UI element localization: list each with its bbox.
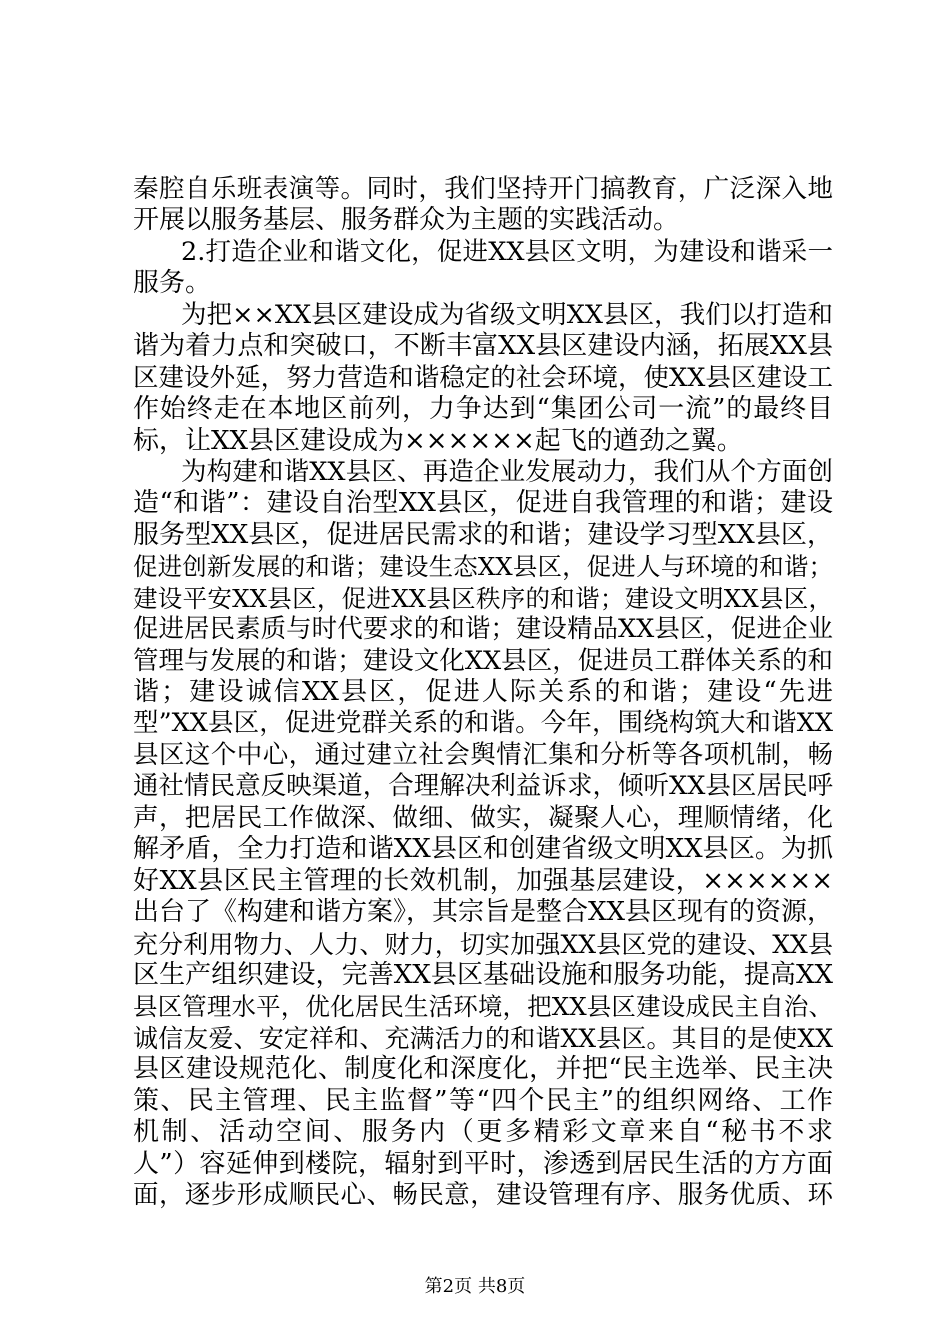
text-line: 面，逐步形成顺民心、畅民意，建设管理有序、服务优质、环 xyxy=(133,1180,833,1210)
text-line: 县区管理水平，优化居民生活环境，把XX县区建设成民主自治、 xyxy=(133,992,833,1021)
page-footer: 第2页 共8页 xyxy=(424,1276,526,1297)
text-line: 为把××XX县区建设成为省级文明XX县区，我们以打造和 xyxy=(181,300,833,330)
text-line: 服务型XX县区，促进居民需求的和谐；建设学习型XX县区， xyxy=(133,520,833,550)
text-line: 标，让XX县区建设成为××××××起飞的遒劲之翼。 xyxy=(133,426,743,456)
text-line: 促进居民素质与时代要求的和谐；建设精品XX县区，促进企业 xyxy=(133,614,833,644)
text-line: 县区建设规范化、制度化和深度化，并把“民主选举、民主决 xyxy=(133,1054,833,1084)
text-line: 建设平安XX县区，促进XX县区秩序的和谐；建设文明XX县区， xyxy=(133,584,833,613)
text-line: 谐为着力点和突破口，不断丰富XX县区建设内涵，拓展XX县 xyxy=(133,331,833,361)
text-line: 县区这个中心，通过建立社会舆情汇集和分析等各项机制，畅 xyxy=(133,740,833,770)
text-line: 好XX县区民主管理的长效机制，加强基层建设，×××××× xyxy=(133,866,833,896)
text-line: 通社情民意反映渠道，合理解决利益诉求，倾听XX县区居民呼 xyxy=(133,771,833,801)
text-line: 秦腔自乐班表演等。同时，我们坚持开门搞教育，广泛深入地 xyxy=(133,174,833,204)
text-line: 造“和谐”：建设自治型XX县区，促进自我管理的和谐；建设 xyxy=(133,488,833,518)
text-line: 促进创新发展的和谐；建设生态XX县区，促进人与环境的和谐； xyxy=(133,552,833,581)
text-line: 充分利用物力、人力、财力，切实加强XX县区党的建设、XX县 xyxy=(133,930,833,959)
text-line: 声，把居民工作做深、做细、做实，凝聚人心，理顺情绪，化 xyxy=(133,803,833,833)
text-line: 策、民主管理、民主监督”等“四个民主”的组织网络、工作 xyxy=(133,1086,833,1116)
text-line: 区生产组织建设，完善XX县区基础设施和服务功能，提高XX xyxy=(133,960,833,990)
text-line: 解矛盾，全力打造和谐XX县区和创建省级文明XX县区。为抓 xyxy=(133,834,833,864)
text-line: 区建设外延，努力营造和谐稳定的社会环境，使XX县区建设工 xyxy=(133,363,833,393)
text-line: 作始终走在本地区前列，力争达到“集团公司一流”的最终目 xyxy=(133,394,833,424)
text-line: 为构建和谐XX县区、再造企业发展动力，我们从个方面创 xyxy=(181,457,833,487)
section-heading-line: 2.打造企业和谐文化，促进XX县区文明，为建设和谐采一 xyxy=(181,237,833,267)
text-line: 人”）容延伸到楼院，辐射到平时，渗透到居民生活的方方面 xyxy=(133,1149,833,1179)
text-line: 出台了《构建和谐方案》，其宗旨是整合XX县区现有的资源， xyxy=(133,897,834,927)
text-line: 管理与发展的和谐；建设文化XX县区，促进员工群体关系的和 xyxy=(133,646,833,676)
text-line: 开展以服务基层、服务群众为主题的实践活动。 xyxy=(133,205,680,235)
text-line: 机制、活动空间、服务内（更多精彩文章来自“秘书不求 xyxy=(133,1117,833,1147)
text-line: 谐；建设诚信XX县区，促进人际关系的和谐；建设“先进 xyxy=(133,677,833,707)
text-line: 型”XX县区，促进党群关系的和谐。今年，围绕构筑大和谐XX xyxy=(133,708,833,738)
section-heading-line: 服务。 xyxy=(133,268,212,298)
text-line: 诚信友爱、安定祥和、充满活力的和谐XX县区。其目的是使XX xyxy=(133,1024,833,1053)
